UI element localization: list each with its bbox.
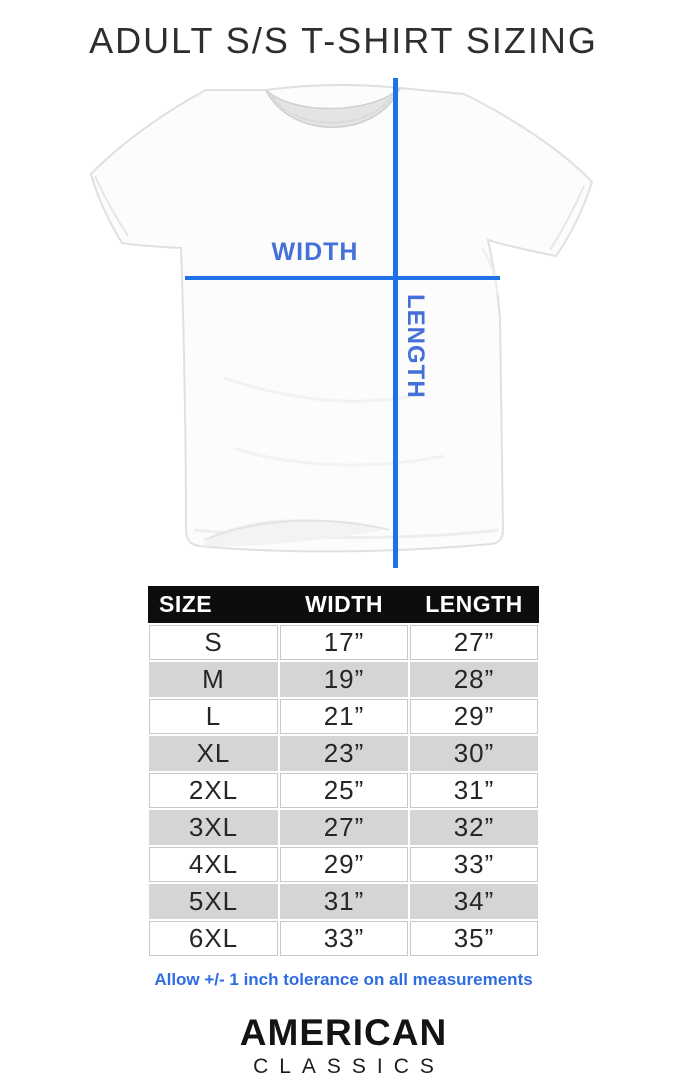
table-row — [148, 809, 539, 846]
size-cell: 5XL — [148, 883, 279, 920]
size-cell: S — [148, 624, 279, 661]
tolerance-note: Allow +/- 1 inch tolerance on all measurements — [154, 970, 533, 989]
length-cell: 28” — [409, 661, 539, 698]
width-cell: 21” — [279, 698, 409, 735]
width-cell: 31” — [279, 883, 409, 920]
length-cell: 27” — [409, 624, 539, 661]
width-cell: 17” — [279, 624, 409, 661]
width-cell: 19” — [279, 661, 409, 698]
table-row — [148, 920, 539, 957]
header-length: LENGTH — [409, 586, 539, 624]
table-row — [148, 883, 539, 920]
size-table — [147, 586, 540, 958]
size-cell: 4XL — [148, 846, 279, 883]
brand-name-primary: AMERICAN — [239, 1012, 448, 1053]
length-cell: 33” — [409, 846, 539, 883]
width-cell: 25” — [279, 772, 409, 809]
tshirt-image — [84, 78, 604, 568]
table-row — [148, 624, 539, 661]
width-cell: 27” — [279, 809, 409, 846]
shirt-measurement-figure — [0, 66, 687, 572]
page-title: ADULT S/S T-SHIRT SIZING — [89, 20, 598, 61]
width-label: WIDTH — [271, 238, 359, 266]
size-cell: M — [148, 661, 279, 698]
table-row — [148, 735, 539, 772]
width-cell: 23” — [279, 735, 409, 772]
header-width: WIDTH — [279, 586, 409, 624]
size-cell: 6XL — [148, 920, 279, 957]
length-cell: 30” — [409, 735, 539, 772]
length-measure-line — [393, 78, 398, 568]
length-cell: 31” — [409, 772, 539, 809]
header-size: SIZE — [148, 586, 279, 624]
length-cell: 32” — [409, 809, 539, 846]
width-measure-line — [185, 276, 500, 280]
brand-name-secondary: CLASSICS — [253, 1055, 445, 1078]
table-header-row — [148, 586, 539, 624]
table-row — [148, 661, 539, 698]
width-cell: 29” — [279, 846, 409, 883]
size-cell: 3XL — [148, 809, 279, 846]
brand-logo — [0, 1014, 687, 1080]
table-row — [148, 772, 539, 809]
width-cell: 33” — [279, 920, 409, 957]
size-cell: 2XL — [148, 772, 279, 809]
length-cell: 35” — [409, 920, 539, 957]
length-label: LENGTH — [402, 294, 429, 399]
table-row — [148, 846, 539, 883]
length-cell: 29” — [409, 698, 539, 735]
length-cell: 34” — [409, 883, 539, 920]
size-cell: XL — [148, 735, 279, 772]
size-cell: L — [148, 698, 279, 735]
table-row — [148, 698, 539, 735]
